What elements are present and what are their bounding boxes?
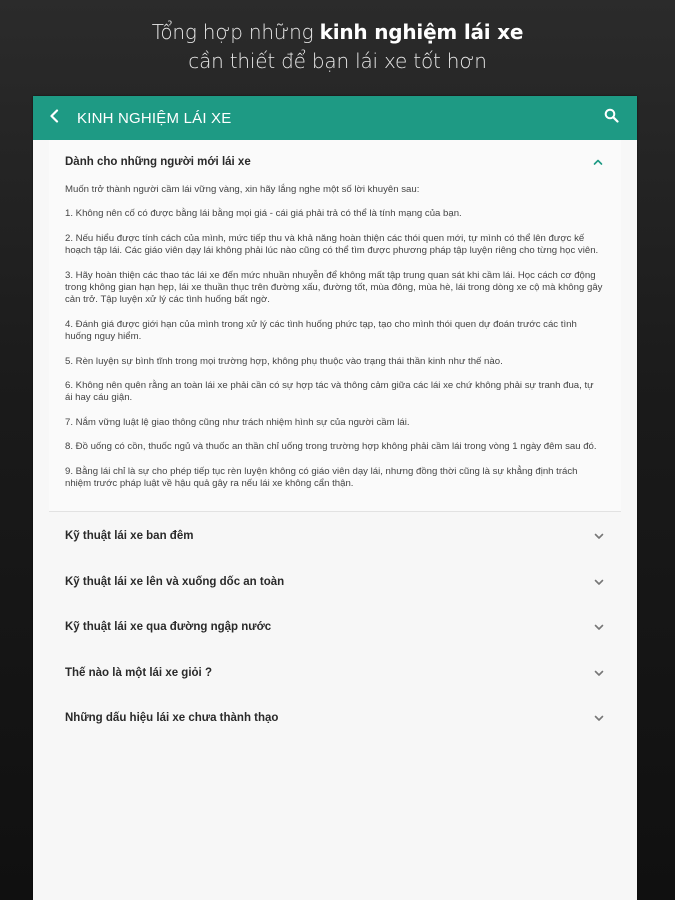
paragraph: Muốn trở thành người cầm lái vững vàng, xin hãy lắng nghe một số lời khuyên sau:: [65, 184, 420, 195]
chevron-down-icon: [593, 712, 605, 724]
section-header-flooded-road[interactable]: [49, 605, 621, 651]
promo-caption: [0, 18, 675, 76]
search-button[interactable]: [593, 96, 629, 140]
collapsed-sections: [49, 514, 621, 742]
section-title: Kỹ thuật lái xe ban đêm: [65, 530, 194, 543]
search-icon: [604, 108, 619, 128]
paragraph: 2. Nếu hiểu được tính cách của mình, mức tiếp thu và khả năng hoàn thiện các thói quen mới, tự mình có thể lên được kế hoạch tập lái. Các giáo viên dạy lái không phải lúc nào cũng có thể tìm được phương pháp tập luyện riêng cho từng học viên.: [65, 232, 599, 257]
section-title: Kỹ thuật lái xe qua đường ngập nước: [65, 621, 272, 634]
paragraph: 6. Không nên quên rằng an toàn lái xe phải cần có sự hợp tác và thông cảm giữa các lái xe chứ không phải sự tranh đua, tự ái hay cáu giận.: [65, 380, 594, 404]
chevron-down-icon: [593, 621, 605, 633]
paragraph: 7. Nắm vững luật lệ giao thông cũng như trách nhiệm hình sự của người cầm lái.: [65, 416, 410, 428]
chevron-up-icon: [591, 155, 605, 169]
app-screen: [33, 96, 637, 900]
section-title: Thế nào là một lái xe giỏi ?: [65, 666, 212, 679]
chevron-down-icon: [593, 530, 605, 542]
section-title: Kỹ thuật lái xe lên và xuống dốc an toàn: [65, 575, 285, 588]
page-title: KINH NGHIỆM LÁI XE: [77, 109, 232, 127]
promo-line-1: [0, 18, 675, 47]
promo-line-1-prefix: Tổng hợp những: [151, 20, 320, 44]
section-title: Những dấu hiệu lái xe chưa thành thạo: [65, 712, 279, 725]
paragraph: 9. Bằng lái chỉ là sự cho phép tiếp tục rèn luyện không có giáo viên dạy lái, nhưng đồng thời cũng là sự khẳng định trách nhiệm trước pháp luật về hậu quả gây ra nếu lái xe không cẩn thận.: [65, 465, 578, 490]
section-header-new-drivers[interactable]: [49, 140, 621, 184]
promo-line-1-bold: kinh nghiệm lái xe: [319, 20, 524, 44]
paragraph: 8. Đồ uống có cồn, thuốc ngủ và thuốc an thần chỉ uống trong trường hợp không phải cầm lái trong vòng 1 ngày đêm sau đó.: [65, 441, 597, 453]
toolbar: [33, 96, 637, 140]
arrow-left-icon: [48, 109, 62, 128]
back-button[interactable]: [33, 96, 77, 140]
paragraph: 5. Rèn luyện sự bình tĩnh trong mọi trường hợp, không phụ thuộc vào trạng thái thần kinh như thế nào.: [65, 355, 503, 367]
section-header-night-driving[interactable]: [49, 514, 621, 560]
section-header-unskilled-signs[interactable]: [49, 696, 621, 742]
paragraph: 4. Đánh giá được giới hạn của mình trong xử lý các tình huống phức tạp, tạo cho mình thói quen dự đoán trước các tình huống nguy hiểm.: [65, 318, 577, 343]
chevron-down-icon: [593, 667, 605, 679]
paragraph: 3. Hãy hoàn thiện các thao tác lái xe đến mức nhuần nhuyễn để không mất tập trung quan sát khi cầm lái. Học cách cơ động trong không gian hạn hẹp, lái xe thuần thục trên đường xấu, đường tốt, mùa đông, mùa hè, lái trong dòng xe cộ mà không gây cản trở. Tập luyện xử lý các tình huống bất ngờ.: [65, 269, 603, 306]
chevron-down-icon: [593, 576, 605, 588]
section-title: Dành cho những người mới lái xe: [65, 156, 251, 168]
promo-line-2: cần thiết để bạn lái xe tốt hơn: [188, 49, 487, 73]
section-body: [49, 184, 621, 512]
expanded-section: [49, 140, 621, 512]
section-header-hill-driving[interactable]: [49, 559, 621, 605]
content-area: [33, 140, 637, 900]
section-header-good-driver[interactable]: [49, 650, 621, 696]
paragraph: 1. Không nên cố có được bằng lái bằng mọi giá - cái giá phải trả có thể là tính mạng của bạn.: [65, 208, 462, 220]
